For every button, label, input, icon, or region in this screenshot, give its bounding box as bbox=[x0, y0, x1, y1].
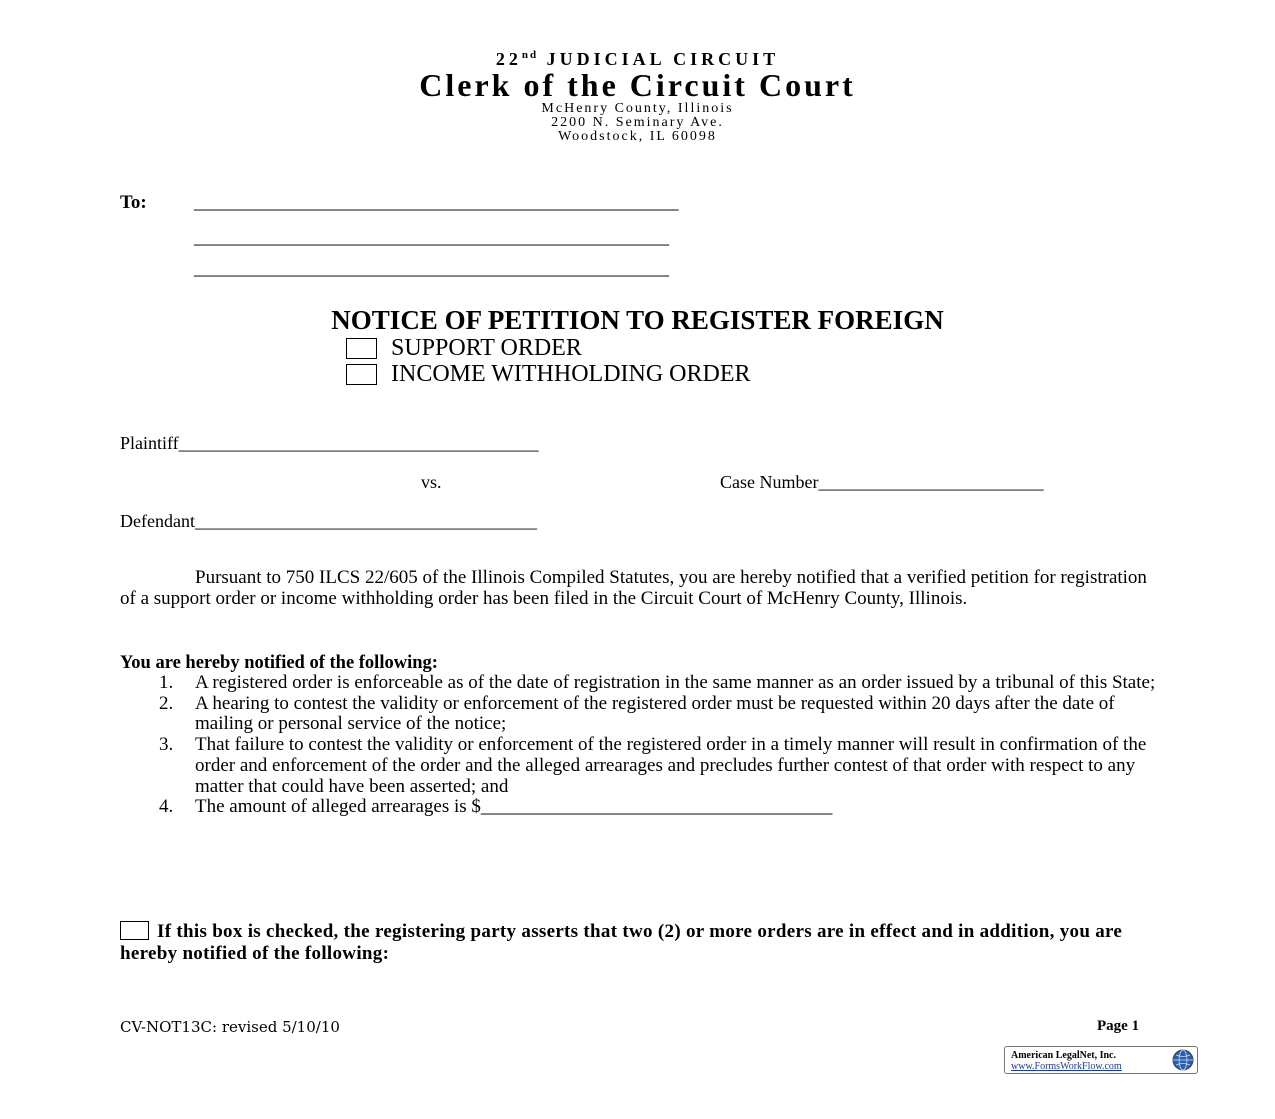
multiple-orders-statement: If this box is checked, the registering party asserts that two (2) or more orders are in effect and in addition, you are hereby notified of the following: bbox=[120, 921, 1123, 964]
to-field-line-2[interactable]: __________________________________________________ bbox=[194, 227, 669, 248]
notified-heading: You are hereby notified of the following: bbox=[120, 653, 438, 673]
brand-badge[interactable] bbox=[1004, 1046, 1198, 1074]
list-item: 3. That failure to contest the validity or enforcement of the registered order in a timely manner will result in confirmation of the order and enforcement of the order and the alleged arrearages and precludes further contest of that order with respect to any matter that could have been asserted; and bbox=[159, 734, 1147, 797]
income-withholding-option[interactable] bbox=[346, 362, 751, 386]
to-label: To: bbox=[120, 192, 147, 213]
brand-name: American LegalNet, Inc. bbox=[1011, 1050, 1116, 1061]
income-withholding-checkbox[interactable] bbox=[346, 364, 377, 385]
office-title: Clerk of the Circuit Court bbox=[419, 67, 856, 103]
multiple-orders-checkbox[interactable] bbox=[120, 921, 149, 940]
list-item-arrearages[interactable]: 4. The amount of alleged arrearages is $_____________________________________ bbox=[159, 796, 833, 818]
address-line-city: Woodstock, IL 60098 bbox=[558, 129, 717, 144]
support-order-label: SUPPORT ORDER bbox=[391, 335, 582, 361]
case-number-field[interactable]: Case Number_________________________ bbox=[720, 472, 1044, 492]
address-line-county: McHenry County, Illinois bbox=[541, 101, 734, 116]
notice-list bbox=[120, 673, 1160, 818]
income-withholding-label: INCOME WITHHOLDING ORDER bbox=[391, 361, 751, 387]
to-field-line-1[interactable]: ___________________________________________________ bbox=[194, 192, 679, 213]
to-field-line-3[interactable]: __________________________________________________ bbox=[194, 258, 669, 279]
notice-title: NOTICE OF PETITION TO REGISTER FOREIGN bbox=[331, 305, 944, 335]
globe-icon bbox=[1172, 1049, 1194, 1071]
plaintiff-field[interactable]: Plaintiff________________________________________ bbox=[120, 433, 539, 453]
list-item: 2. A hearing to contest the validity or enforcement of the registered order must be requested within 20 days after the date of mailing or personal service of the notice; bbox=[159, 692, 1115, 735]
support-order-option[interactable] bbox=[346, 336, 582, 360]
support-order-checkbox[interactable] bbox=[346, 338, 377, 359]
circuit-heading: 22nd JUDICIAL CIRCUIT bbox=[495, 49, 780, 69]
defendant-field[interactable]: Defendant______________________________________ bbox=[120, 511, 537, 531]
statute-paragraph: Pursuant to 750 ILCS 22/605 of the Illinois Compiled Statutes, you are hereby notified that a verified petition for registration of a support order or income withholding order has been filed in the Circuit Court of McHenry County, Illinois. bbox=[120, 567, 1147, 609]
brand-link[interactable]: www.FormsWorkFlow.com bbox=[1011, 1061, 1122, 1072]
address-line-street: 2200 N. Seminary Ave. bbox=[551, 115, 724, 130]
form-id: CV-NOT13C: revised 5/10/10 bbox=[120, 1018, 340, 1036]
list-item: 1. A registered order is enforceable as of the date of registration in the same manner as an order issued by a tribunal of this State; bbox=[159, 672, 1156, 693]
versus-label: vs. bbox=[421, 472, 442, 492]
page-number: Page 1 bbox=[1097, 1018, 1140, 1034]
